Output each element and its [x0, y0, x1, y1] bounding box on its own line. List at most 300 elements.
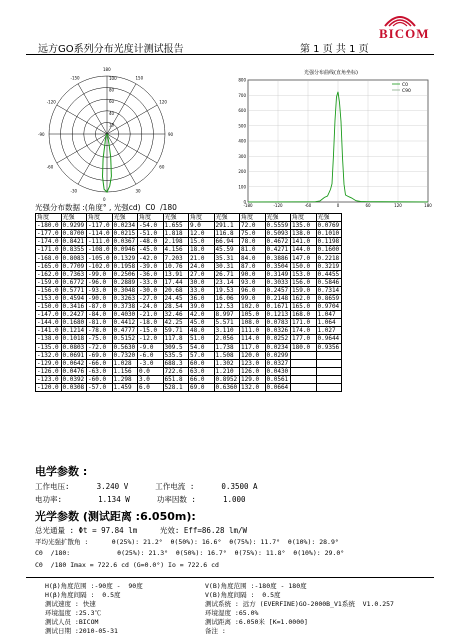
footer-system: 测试系统 : 远方 (EVERFINE)GO-2000B_V1系统 V1.0.257 — [205, 600, 394, 608]
table-cell: 0.5846 — [316, 278, 342, 286]
table-cell: -180.0 — [36, 222, 62, 230]
table-cell: 1.818 — [163, 230, 189, 238]
table-cell: 0.1214 — [61, 327, 87, 335]
table-cell: 1.156 — [112, 367, 138, 375]
table-cell: 0.4271 — [265, 246, 291, 254]
legend-c90: C90 — [402, 89, 411, 94]
table-cell: 75.0 — [240, 230, 266, 238]
y-tick-label: 600 — [238, 108, 246, 113]
table-row — [36, 335, 342, 343]
polar-ring-label: 60 — [109, 99, 115, 105]
cartesian-chart — [232, 66, 432, 208]
table-cell: 57.0 — [189, 351, 215, 359]
table-cell: 138.0 — [291, 230, 317, 238]
report-title: 远方GO系列分布光度计测试报告 — [38, 44, 184, 55]
table-cell: -90.0 — [87, 294, 113, 302]
table-cell: -42.0 — [138, 254, 164, 262]
table-header-cell: 光强 — [163, 214, 189, 222]
table-cell: 81.0 — [240, 246, 266, 254]
table-cell: 0.4455 — [316, 270, 342, 278]
table-cell: -6.0 — [138, 351, 164, 359]
table-cell: 1.508 — [214, 351, 240, 359]
polar-angle-label: 0 — [103, 197, 106, 202]
y-tick-label: 400 — [238, 138, 246, 144]
table-cell — [316, 359, 342, 367]
polar-ring-label: 80 — [109, 87, 115, 93]
table-cell: -60.0 — [87, 375, 113, 383]
table-cell: 0.3263 — [112, 294, 138, 302]
table-cell: -105.0 — [87, 254, 113, 262]
table-header-row — [36, 214, 342, 222]
table-cell: 0.3416 — [61, 303, 87, 311]
table-cell — [291, 383, 317, 391]
table-cell: 39.0 — [189, 303, 215, 311]
table-cell: 0.2506 — [112, 270, 138, 278]
table-cell: -171.0 — [36, 246, 62, 254]
table-cell: 30.0 — [189, 278, 215, 286]
table-cell: -21.0 — [138, 311, 164, 319]
footer-humidity: 环境湿度 :65.0% — [205, 609, 259, 617]
table-cell: 168.0 — [291, 311, 317, 319]
table-header-cell: 角度 — [291, 214, 317, 222]
table-cell: -48.0 — [138, 238, 164, 246]
table-cell: -39.0 — [138, 262, 164, 270]
table-cell: 0.9299 — [61, 222, 87, 230]
footer-h-range: H(β)角度范围 :-90度 - 90度 — [45, 582, 143, 590]
table-row — [36, 230, 342, 238]
table-row — [36, 278, 342, 286]
table-cell: 13.91 — [163, 270, 189, 278]
polar-spoke — [78, 84, 107, 134]
table-cell — [291, 351, 317, 359]
table-cell: 0.0 — [138, 367, 164, 375]
table-cell: 42.25 — [163, 319, 189, 327]
table-cell: 141.0 — [291, 238, 317, 246]
table-cell: 15.0 — [189, 238, 215, 246]
table-cell: 102.0 — [240, 303, 266, 311]
footer-speed: 测试速度 : 快速 — [45, 600, 96, 608]
table-cell: -120.0 — [36, 383, 62, 391]
table-cell: 3.0 — [138, 375, 164, 383]
table-cell: -147.0 — [36, 311, 62, 319]
table-cell: 0.0252 — [265, 335, 291, 343]
table-cell: 0.3149 — [265, 270, 291, 278]
table-cell: 59.71 — [163, 327, 189, 335]
table-cell: -63.0 — [87, 367, 113, 375]
footer-v-step: V(B)角度间隔 : 0.5度 — [205, 591, 281, 599]
table-cell: -99.0 — [87, 270, 113, 278]
table-cell: 60.0 — [189, 359, 215, 367]
table-cell: 0.0803 — [61, 343, 87, 351]
polar-spoke — [107, 105, 157, 134]
table-row — [36, 294, 342, 302]
table-cell: -156.0 — [36, 286, 62, 294]
table-cell: 0.0946 — [112, 246, 138, 254]
table-cell: 0.1198 — [316, 238, 342, 246]
table-cell — [316, 351, 342, 359]
table-cell: 0.0367 — [112, 238, 138, 246]
table-cell: 0.5152 — [112, 335, 138, 343]
table-cell: 123.0 — [240, 359, 266, 367]
footer-tester: 测试人员 :BICOM — [45, 618, 99, 626]
table-header-cell: 光强 — [214, 214, 240, 222]
table-cell: 48.0 — [189, 327, 215, 335]
table-cell: 0.6772 — [61, 278, 87, 286]
table-row — [36, 222, 342, 230]
table-cell: 0.1213 — [265, 311, 291, 319]
table-cell: 177.0 — [291, 335, 317, 343]
table-caption: 光强分布数据 :(角度° , 光强cd) C0 /180 — [35, 203, 177, 212]
table-cell: 117.8 — [163, 335, 189, 343]
table-cell: 0.8421 — [61, 238, 87, 246]
table-cell: 1.302 — [214, 359, 240, 367]
table-cell: 0.4412 — [112, 319, 138, 327]
photometric-line-1: 总光通量 : Φt = 97.84 lm 光效: Eff=86.28 lm/W — [35, 526, 248, 535]
table-header-cell: 角度 — [36, 214, 62, 222]
table-cell: -45.0 — [138, 246, 164, 254]
table-cell: 0.5771 — [61, 286, 87, 294]
y-tick-label: 800 — [238, 77, 246, 83]
legend-c0: C0 — [402, 83, 409, 88]
table-header-cell: 光强 — [61, 214, 87, 222]
table-cell: 54.0 — [189, 343, 215, 351]
table-header-cell: 光强 — [112, 214, 138, 222]
table-cell: 36.0 — [189, 294, 215, 302]
table-cell: 0.2218 — [316, 254, 342, 262]
table-cell: 0.3033 — [265, 278, 291, 286]
table-cell: -54.0 — [138, 222, 164, 230]
table-cell: -72.0 — [87, 343, 113, 351]
photometric-heading: 光学参数 (测试距离 :6.050m): — [35, 510, 196, 523]
y-tick-label: 0 — [243, 199, 246, 205]
x-tick-label: 180 — [424, 203, 432, 208]
table-cell: 24.45 — [163, 294, 189, 302]
table-cell: -15.0 — [138, 327, 164, 335]
electrical-heading: 电学参数 : — [35, 465, 88, 478]
table-cell: 87.0 — [240, 262, 266, 270]
table-cell: 0.1680 — [61, 319, 87, 327]
table-cell: -108.0 — [87, 246, 113, 254]
table-cell: -177.0 — [36, 230, 62, 238]
y-tick-label: 300 — [238, 153, 246, 159]
table-cell: 0.0234 — [112, 222, 138, 230]
table-cell: 132.0 — [240, 383, 266, 391]
table-cell: 45.59 — [214, 246, 240, 254]
table-cell: -36.0 — [138, 270, 164, 278]
table-cell: 0.0430 — [265, 367, 291, 375]
table-cell: -141.0 — [36, 327, 62, 335]
table-cell: 159.0 — [291, 286, 317, 294]
table-cell: -30.0 — [138, 286, 164, 294]
polar-chart — [35, 60, 220, 208]
table-cell: -114.0 — [87, 230, 113, 238]
polar-angle-label: 60 — [159, 164, 165, 170]
table-cell: -27.0 — [138, 294, 164, 302]
polar-spoke — [57, 105, 107, 134]
table-cell: 0.1671 — [265, 303, 291, 311]
table-cell: 69.0 — [189, 383, 215, 391]
table-row — [36, 343, 342, 351]
polar-angle-label: -30 — [70, 188, 78, 194]
table-cell: 1.298 — [112, 375, 138, 383]
y-tick-label: 100 — [238, 184, 246, 190]
x-tick-label: 0 — [336, 203, 340, 208]
table-cell: 0.0327 — [265, 359, 291, 367]
table-row — [36, 246, 342, 254]
electrical-line-1: 工作电压: 3.240 V 工作电流 : 0.3500 A — [35, 482, 258, 491]
table-cell: 18.0 — [189, 246, 215, 254]
table-cell: 35.31 — [214, 254, 240, 262]
table-cell: 0.0299 — [265, 351, 291, 359]
table-cell: -24.0 — [138, 303, 164, 311]
table-cell: 0.0561 — [265, 375, 291, 383]
table-row — [36, 367, 342, 375]
table-cell: 114.0 — [240, 335, 266, 343]
photometric-line-2: 平均光强扩散角 : θ(25%): 21.2° θ(50%): 16.6° θ(75%): 11.7° θ(10%): 28.9° — [35, 538, 339, 546]
chart-title: 光强分布曲线(直角坐标) — [304, 70, 358, 76]
table-cell — [291, 367, 317, 375]
table-cell: 0.7709 — [61, 262, 87, 270]
polar-grid — [38, 67, 174, 202]
x-tick-label: -120 — [273, 203, 283, 208]
table-cell: 0.4777 — [112, 327, 138, 335]
x-tick-label: -180 — [243, 203, 253, 208]
table-row — [36, 327, 342, 335]
polar-ring-label: 100 — [109, 76, 117, 81]
table-cell: 116.8 — [214, 230, 240, 238]
table-cell: 1.655 — [163, 222, 189, 230]
logo — [365, 6, 435, 40]
table-cell: 0.1600 — [316, 246, 342, 254]
table-cell: 528.1 — [163, 383, 189, 391]
header-rule — [26, 54, 434, 55]
table-cell: 78.0 — [240, 238, 266, 246]
photometric-line-4: C0 /180 Imax = 722.6 cd (G=0.0°) Io = 722.6 cd — [35, 561, 219, 569]
table-cell: 30.31 — [214, 262, 240, 270]
polar-angle-label: -90 — [38, 132, 45, 137]
table-cell: 27.0 — [189, 270, 215, 278]
table-row — [36, 270, 342, 278]
footer-col-left — [45, 581, 143, 635]
table-cell: 21.0 — [189, 254, 215, 262]
table-cell: 0.4672 — [265, 238, 291, 246]
table-cell: 0.2148 — [265, 294, 291, 302]
table-cell: 1.459 — [112, 383, 138, 391]
table-cell: 12.53 — [214, 303, 240, 311]
table-cell: -3.0 — [138, 359, 164, 367]
x-tick-label: 120 — [394, 203, 402, 208]
table-cell: 0.1010 — [316, 230, 342, 238]
table-cell: 0.1958 — [112, 262, 138, 270]
footer-h-step: H(β)角度间隔 : 0.5度 — [45, 591, 121, 599]
table-cell: 0.2889 — [112, 278, 138, 286]
x-tick-label: 60 — [365, 203, 371, 208]
table-cell: 0.3504 — [265, 262, 291, 270]
table-cell: 23.14 — [214, 278, 240, 286]
cart-grid — [248, 80, 428, 202]
table-cell: -111.0 — [87, 238, 113, 246]
polar-angle-label: 150 — [135, 75, 144, 81]
table-cell: -96.0 — [87, 278, 113, 286]
table-cell: -33.0 — [138, 278, 164, 286]
table-cell: -66.0 — [87, 359, 113, 367]
table-cell: 0.1329 — [112, 254, 138, 262]
table-header-cell: 角度 — [240, 214, 266, 222]
table-cell: 0.5093 — [265, 230, 291, 238]
table-cell: 20.68 — [163, 286, 189, 294]
footer-temp: 环境温度 :25.3℃ — [45, 609, 101, 617]
polar-angle-label: 180 — [103, 67, 111, 72]
table-cell: 0.0691 — [61, 351, 87, 359]
table-cell: 0.0642 — [61, 359, 87, 367]
table-row — [36, 262, 342, 270]
y-tick-label: 500 — [238, 123, 246, 129]
footer-remark: 备注 : — [205, 627, 226, 635]
table-cell: 0.0783 — [265, 319, 291, 327]
table-cell: 1.028 — [112, 359, 138, 367]
footer-v-range: V(B)角度范围 :-180度 - 180度 — [205, 582, 307, 590]
table-cell: 651.8 — [163, 375, 189, 383]
table-cell: -159.0 — [36, 278, 62, 286]
y-tick-label: 200 — [238, 169, 246, 174]
table-cell: -168.0 — [36, 254, 62, 262]
table-cell: 2.056 — [214, 335, 240, 343]
table-cell: -69.0 — [87, 351, 113, 359]
table-cell: 10.76 — [163, 262, 189, 270]
table-header-cell: 光强 — [316, 214, 342, 222]
table-cell: 722.6 — [163, 367, 189, 375]
table-cell: 120.0 — [240, 351, 266, 359]
table-row — [36, 303, 342, 311]
polar-spoke — [107, 134, 157, 163]
table-cell: 126.0 — [240, 367, 266, 375]
table-cell: 26.71 — [214, 270, 240, 278]
table-cell: 162.0 — [291, 294, 317, 302]
table-cell: 150.0 — [291, 262, 317, 270]
table-cell: 0.0476 — [61, 367, 87, 375]
table-cell: 5.571 — [214, 319, 240, 327]
polar-angle-label: -150 — [70, 75, 80, 81]
x-tick-label: -60 — [304, 203, 312, 208]
y-tick-label: 700 — [238, 92, 246, 98]
table-cell: 535.5 — [163, 351, 189, 359]
table-cell: -18.0 — [138, 319, 164, 327]
table-cell: 144.0 — [291, 246, 317, 254]
table-cell: -87.0 — [87, 303, 113, 311]
table-cell: 0.4030 — [112, 311, 138, 319]
page-indicator: 第 1 页 共 1 页 — [300, 44, 369, 55]
table-cell: -75.0 — [87, 335, 113, 343]
polar-angle-label: 120 — [159, 99, 167, 105]
table-cell: 129.0 — [240, 375, 266, 383]
table-cell: -93.0 — [87, 286, 113, 294]
table-row — [36, 238, 342, 246]
table-cell: 0.0215 — [112, 230, 138, 238]
polar-angle-label: -120 — [46, 99, 56, 105]
cart-ticks — [238, 78, 432, 209]
polar-ring-label: 10 — [109, 122, 115, 128]
table-cell: 0.0326 — [265, 327, 291, 335]
intensity-table — [35, 213, 342, 392]
photometric-line-3: C0 /180: θ(25%): 21.3° θ(50%): 16.7° θ(75%): 11.8° θ(10%): 29.0° — [35, 549, 345, 557]
table-cell: 291.1 — [214, 222, 240, 230]
table-cell: 28.54 — [163, 303, 189, 311]
table-cell: 0.0664 — [265, 383, 291, 391]
table-cell: 0.8659 — [316, 294, 342, 302]
table-cell: 0.7314 — [316, 286, 342, 294]
table-row — [36, 319, 342, 327]
table-cell: 108.0 — [240, 319, 266, 327]
table-cell: 0.2457 — [265, 286, 291, 294]
table-cell: -162.0 — [36, 270, 62, 278]
table-cell: 0.0392 — [61, 375, 87, 383]
table-row — [36, 375, 342, 383]
table-cell: 0.9704 — [316, 303, 342, 311]
table-cell: -138.0 — [36, 335, 62, 343]
table-cell: 1.738 — [214, 343, 240, 351]
polar-spoke — [57, 134, 107, 163]
table-cell: -153.0 — [36, 294, 62, 302]
table-cell: -12.0 — [138, 335, 164, 343]
table-cell: 0.7363 — [61, 270, 87, 278]
table-cell: -165.0 — [36, 262, 62, 270]
table-cell: 153.0 — [291, 270, 317, 278]
table-header-cell: 角度 — [189, 214, 215, 222]
table-cell: -81.0 — [87, 319, 113, 327]
table-cell: 174.0 — [291, 327, 317, 335]
table-cell: 0.5559 — [265, 222, 291, 230]
table-cell — [316, 367, 342, 375]
table-cell: 63.0 — [189, 367, 215, 375]
table-cell: 156.0 — [291, 278, 317, 286]
table-cell — [316, 375, 342, 383]
table-cell: 1.027 — [316, 327, 342, 335]
polar-angle-label: -60 — [46, 164, 54, 170]
table-cell: -132.0 — [36, 351, 62, 359]
table-cell: -102.0 — [87, 262, 113, 270]
table-cell: 688.3 — [163, 359, 189, 367]
table-cell: -78.0 — [87, 327, 113, 335]
table-cell: 0.0234 — [265, 343, 291, 351]
table-cell: 84.0 — [240, 254, 266, 262]
table-cell: -117.0 — [87, 222, 113, 230]
table-cell: 1.047 — [316, 311, 342, 319]
table-row — [36, 351, 342, 359]
table-row — [36, 286, 342, 294]
table-header-cell: 角度 — [138, 214, 164, 222]
table-row — [36, 359, 342, 367]
table-cell: 0.5630 — [112, 343, 138, 351]
table-cell: 4.156 — [163, 246, 189, 254]
table-cell — [291, 375, 317, 383]
table-cell: 111.0 — [240, 327, 266, 335]
table-cell: 8.997 — [214, 311, 240, 319]
polar-ring-label: 40 — [109, 110, 115, 116]
table-cell — [316, 383, 342, 391]
table-cell: 105.0 — [240, 311, 266, 319]
table-cell: 1.210 — [214, 367, 240, 375]
electrical-line-2: 电功率: 1.134 W 功率因数 : 1.000 — [35, 495, 246, 504]
table-cell: 66.94 — [214, 238, 240, 246]
table-cell — [291, 359, 317, 367]
table-cell: -51.0 — [138, 230, 164, 238]
table-cell: 117.0 — [240, 343, 266, 351]
table-cell: 9.0 — [189, 222, 215, 230]
table-cell: 0.3048 — [112, 286, 138, 294]
table-cell: 2.198 — [163, 238, 189, 246]
table-cell: 0.6360 — [214, 383, 240, 391]
table-cell: 66.0 — [189, 375, 215, 383]
